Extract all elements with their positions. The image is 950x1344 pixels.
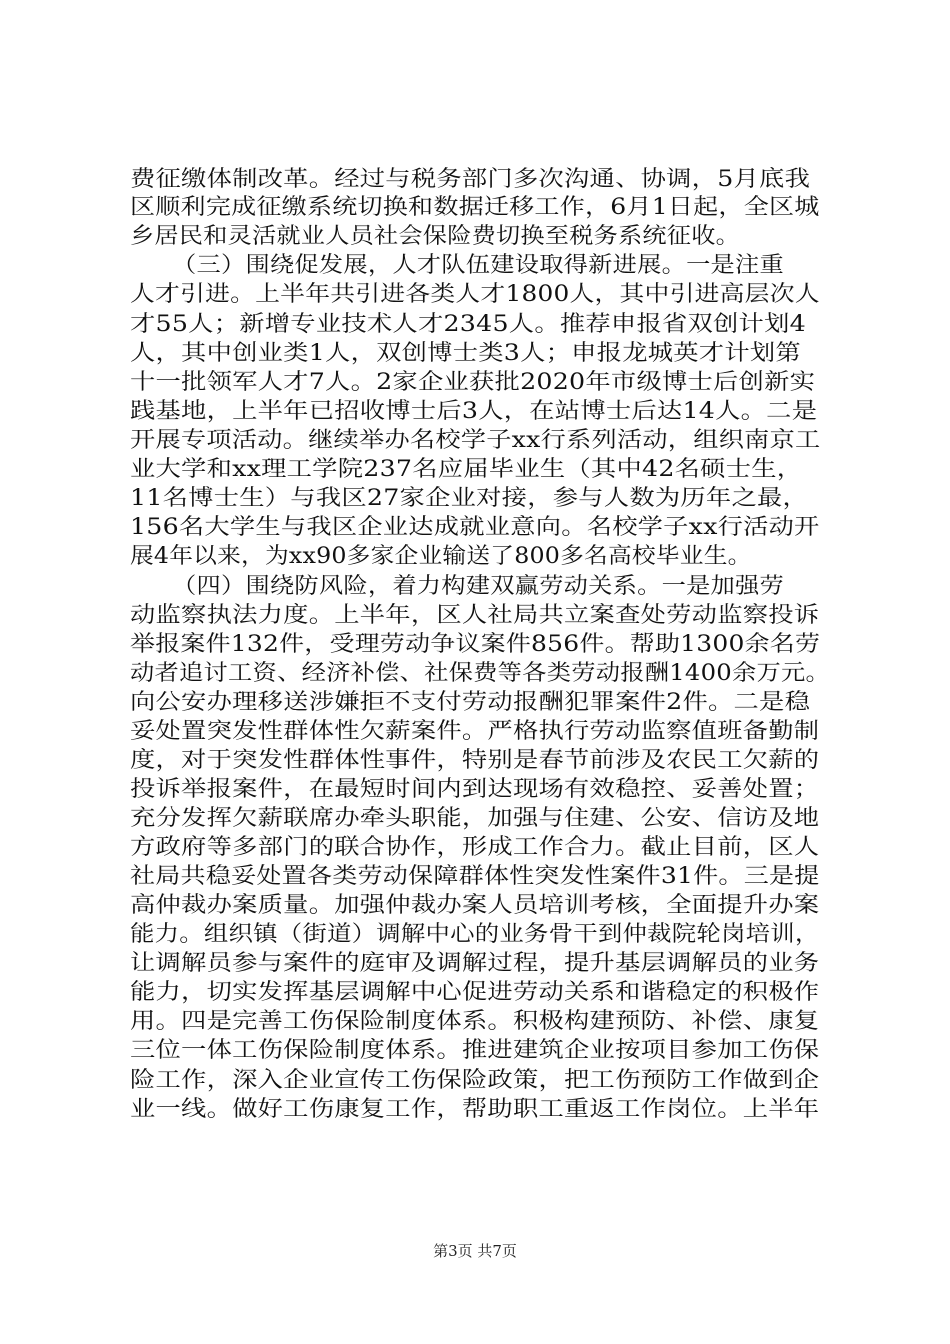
text-line: 业大学和xx理工学院237名应届毕业生（其中42名硕士生， bbox=[130, 457, 803, 482]
text-line: 展4年以来，为xx90多家企业输送了800多名高校毕业生。 bbox=[130, 544, 752, 569]
text-line: 人才引进。上半年共引进各类人才1800人，其中引进高层次人 bbox=[130, 282, 820, 307]
text-line: 能力，切实发挥基层调解中心促进劳动关系和谐稳定的积极作 bbox=[130, 980, 820, 1005]
text-line: 十一批领军人才7人。2家企业获批2020年市级博士后创新实 bbox=[130, 370, 816, 395]
text-line: 充分发挥欠薪联席办牵头职能，加强与住建、公安、信访及地 bbox=[130, 806, 820, 831]
text-line: 高仲裁办案质量。加强仲裁办案人员培训考核，全面提升办案 bbox=[130, 893, 820, 918]
text-line: 费征缴体制改革。经过与税务部门多次沟通、协调，5月底我 bbox=[130, 167, 811, 192]
text-line: 乡居民和灵活就业人员社会保险费切换至税务系统征收。 bbox=[130, 224, 741, 249]
text-line: 才55人；新增专业技术人才2345人。推荐申报省双创计划4 bbox=[130, 312, 806, 337]
text-line: 业一线。做好工伤康复工作，帮助职工重返工作岗位。上半年 bbox=[130, 1097, 820, 1122]
text-line: 开展专项活动。继续举办名校学子xx行系列活动，组织南京工 bbox=[130, 428, 821, 453]
text-line: 人，其中创业类1人，双创博士类3人；申报龙城英才计划第 bbox=[130, 341, 801, 366]
text-line: （四）围绕防风险，着力构建双赢劳动关系。一是加强劳 bbox=[172, 574, 785, 599]
text-line: 妥处置突发性群体性欠薪案件。严格执行劳动监察值班备勤制 bbox=[130, 719, 820, 744]
text-line: 动监察执法力度。上半年，区人社局共立案查处劳动监察投诉 bbox=[130, 603, 820, 628]
text-line: 用。四是完善工伤保险制度体系。积极构建预防、补偿、康复 bbox=[130, 1009, 820, 1034]
text-line: 向公安办理移送涉嫌拒不支付劳动报酬犯罪案件2件。二是稳 bbox=[130, 690, 811, 715]
text-line: 动者追讨工资、经济补偿、社保费等各类劳动报酬1400余万元。 bbox=[130, 661, 830, 686]
text-line: 险工作，深入企业宣传工伤保险政策，把工伤预防工作做到企 bbox=[130, 1068, 820, 1093]
page-footer: 第3页 共7页 bbox=[433, 1242, 517, 1260]
text-line: 投诉举报案件，在最短时间内到达现场有效稳控、妥善处置； bbox=[130, 777, 820, 802]
text-line: 156名大学生与我区企业达成就业意向。名校学子xx行活动开 bbox=[130, 515, 820, 540]
text-line: 11名博士生）与我区27家企业对接，参与人数为历年之最， bbox=[130, 486, 809, 511]
text-line: 能力。组织镇（街道）调解中心的业务骨干到仲裁院轮岗培训， bbox=[130, 922, 820, 947]
text-line: 社局共稳妥处置各类劳动保障群体性突发性案件31件。三是提 bbox=[130, 864, 820, 889]
text-line: 举报案件132件，受理劳动争议案件856件。帮助1300余名劳 bbox=[130, 632, 821, 657]
text-line: 践基地，上半年已招收博士后3人，在站博士后达14人。二是 bbox=[130, 399, 818, 424]
text-line: 让调解员参与案件的庭审及调解过程，提升基层调解员的业务 bbox=[130, 951, 820, 976]
text-line: （三）围绕促发展，人才队伍建设取得新进展。一是注重 bbox=[172, 253, 785, 278]
text-line: 方政府等多部门的联合协作，形成工作合力。截止目前，区人 bbox=[130, 835, 820, 860]
text-line: 度，对于突发性群体性事件，特别是春节前涉及农民工欠薪的 bbox=[130, 748, 820, 773]
text-line: 三位一体工伤保险制度体系。推进建筑企业按项目参加工伤保 bbox=[130, 1038, 820, 1063]
text-line: 区顺利完成征缴系统切换和数据迁移工作，6月1日起，全区城 bbox=[130, 195, 820, 220]
